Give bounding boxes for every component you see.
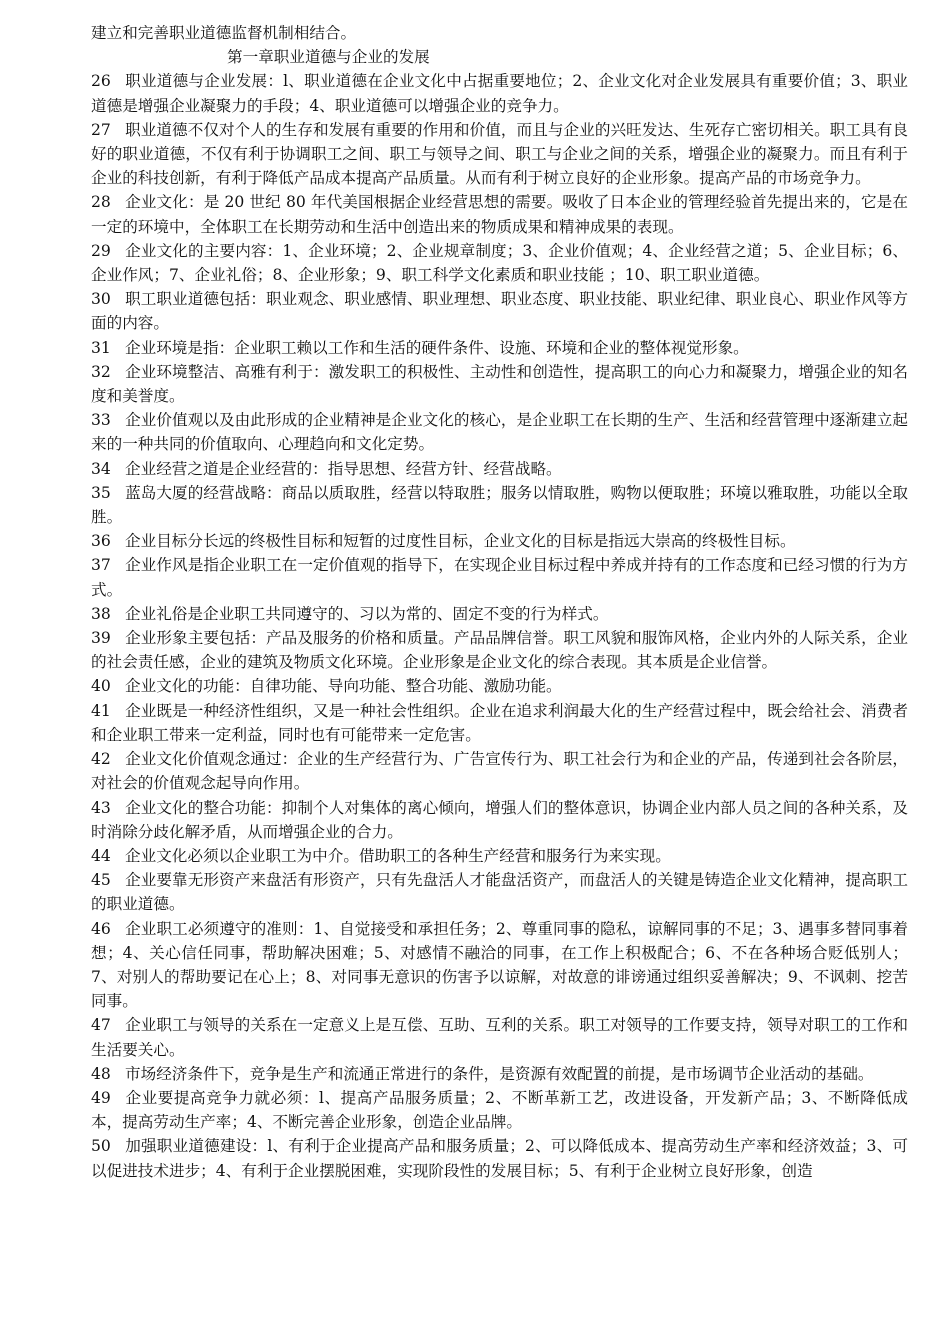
item-number: 35 (91, 483, 111, 502)
list-item (91, 699, 908, 747)
item-number: 27 (91, 120, 111, 139)
list-item (91, 844, 908, 868)
list-item (91, 553, 908, 601)
item-text: 职业道德与企业发展：l、职业道德在企业文化中占据重要地位；2、企业文化对企业发展具有重要价值；3、职业道德是增强企业凝聚力的手段；4、职业道德可以增强企业的竞争力。 (91, 72, 908, 115)
item-text: 企业形象主要包括：产品及服务的价格和质量。产品品牌信誉。职工风貌和服饰风格，企业内外的人际关系，企业的社会责任感，企业的建筑及物质文化环境。企业形象是企业文化的综合表现。其本质是企业信誉。 (91, 629, 908, 672)
list-item (91, 287, 908, 335)
item-number: 38 (91, 604, 111, 623)
item-number: 43 (91, 798, 111, 817)
item-text: 蓝岛大厦的经营战略：商品以质取胜，经营以特取胜；服务以情取胜，购物以便取胜；环境以雅取胜，功能以全取胜。 (91, 483, 908, 527)
item-list (91, 69, 908, 1182)
list-item (91, 481, 908, 529)
item-text: 加强职业道德建设：l、有利于企业提高产品和服务质量；2、可以降低成本、提高劳动生产率和经济效益；3、可以促进技术进步；4、有利于企业摆脱困难，实现阶段性的发展目标；5、有利于企业树立良好形象，创造 (91, 1137, 908, 1180)
item-number: 49 (91, 1088, 111, 1107)
item-number: 34 (91, 459, 111, 478)
item-number: 30 (91, 290, 111, 309)
list-item (91, 868, 908, 916)
list-item (91, 239, 908, 287)
list-item (91, 1062, 908, 1086)
chapter-heading: 第一章职业道德与企业的发展 (227, 48, 430, 67)
list-item (91, 360, 908, 408)
item-number: 46 (91, 919, 111, 938)
list-item (91, 190, 908, 238)
item-text: 企业经营之道是企业经营的：指导思想、经营方针、经营战略。 (125, 459, 562, 478)
item-text: 企业目标分长远的终极性目标和短暂的过度性目标，企业文化的目标是指远大崇高的终极性目标。 (125, 532, 796, 551)
item-number: 29 (91, 241, 111, 260)
item-text: 企业既是一种经济性组织，又是一种社会性组织。企业在追求利润最大化的生产经营过程中，既会给社会、消费者和企业职工带来一定利益，同时也有可能带来一定危害。 (91, 701, 908, 744)
item-number: 47 (91, 1016, 111, 1035)
item-number: 48 (91, 1064, 111, 1083)
item-number: 45 (91, 871, 111, 890)
list-item (91, 747, 908, 795)
item-number: 42 (91, 750, 111, 769)
list-item (91, 674, 908, 698)
item-text: 企业环境整洁、高雅有利于：激发职工的积极性、主动性和创造性，提高职工的向心力和凝聚力，增强企业的知名度和美誉度。 (91, 362, 908, 406)
item-number: 37 (91, 556, 111, 575)
list-item (91, 917, 908, 1014)
item-text: 职业道德不仅对个人的生存和发展有重要的作用和价值，而且与企业的兴旺发达、生死存亡密切相关。职工具有良好的职业道德，不仅有利于协调职工之间、职工与领导之间、职工与企业之间的关系，增强企业的凝聚力。而且有利于企业的科技创新，有利于降低产品成本提高产品质量。从而有利于树立良好的企业形象。提高产品的市场竞争力。 (91, 120, 908, 188)
list-item (91, 796, 908, 844)
item-text: 企业作风是指企业职工在一定价值观的指导下，在实现企业目标过程中养成并持有的工作态度和已经习惯的行为方式。 (91, 556, 908, 599)
item-text: 企业职工必须遵守的准则：1、自觉接受和承担任务；2、尊重同事的隐私，谅解同事的不足；3、遇事多替同事着想；4、关心信任同事，帮助解决困难；5、对感情不融洽的同事，在工作上积极配合；6、不在各种场合贬低别人；7、对别人的帮助要记在心上；8、对同事无意识的伤害予以谅解，对故意的诽谤通过组织妥善解决；9、不讽刺、挖苦同事。 (91, 919, 908, 1011)
item-number: 41 (91, 701, 111, 720)
list-item (91, 336, 908, 360)
item-number: 28 (91, 193, 111, 212)
item-number: 39 (91, 629, 111, 648)
item-text: 企业要提高竞争力就必须：l、提高产品服务质量；2、不断革新工艺，改进设备，开发新产品；3、不断降低成本，提高劳动生产率；4、不断完善企业形象，创造企业品牌。 (91, 1088, 908, 1132)
item-text: 企业文化价值观念通过：企业的生产经营行为、广告宣传行为、职工社会行为和企业的产品，传递到社会各阶层，对社会的价值观念起导向作用。 (91, 750, 908, 793)
item-text: 市场经济条件下，竞争是生产和流通正常进行的条件，是资源有效配置的前提，是市场调节企业活动的基础。 (125, 1064, 874, 1083)
item-number: 44 (91, 846, 111, 865)
item-number: 32 (91, 362, 111, 381)
item-number: 36 (91, 532, 111, 551)
list-item (91, 1013, 908, 1061)
item-text: 企业文化必须以企业职工为中介。借助职工的各种生产经营和服务行为来实现。 (125, 846, 671, 865)
list-item (91, 69, 908, 117)
item-text: 企业文化的主要内容：1、企业环境；2、企业规章制度；3、企业价值观；4、企业经营之道；5、企业目标；6、企业作风；7、企业礼俗；8、企业形象；9、职工科学文化素质和职业技能 ；10、职工职业道德。 (91, 241, 908, 285)
item-number: 40 (91, 677, 111, 696)
item-text: 企业价值观以及由此形成的企业精神是企业文化的核心，是企业职工在长期的生产、生活和经营管理中逐渐建立起来的一种共同的价值取向、心理趋向和文化定势。 (91, 411, 908, 454)
list-item (91, 529, 908, 553)
item-text: 职工职业道德包括：职业观念、职业感情、职业理想、职业态度、职业技能、职业纪律、职业良心、职业作风等方面的内容。 (91, 290, 908, 333)
item-text: 企业环境是指：企业职工赖以工作和生活的硬件条件、设施、环境和企业的整体视觉形象。 (125, 338, 749, 357)
item-text: 企业要靠无形资产来盘活有形资产，只有先盘活人才能盘活资产，而盘活人的关键是铸造企业文化精神，提高职工的职业道德。 (91, 871, 908, 914)
item-text: 企业文化：是 20 世纪 80 年代美国根据企业经营思想的需要。吸收了日本企业的管理经验首先提出来的，它是在一定的环境中，全体职工在长期劳动和生活中创造出来的物质成果和精神成果的表现。 (91, 193, 908, 236)
item-number: 50 (91, 1137, 111, 1156)
item-text: 企业礼俗是企业职工共同遵守的、习以为常的、固定不变的行为样式。 (125, 604, 609, 623)
list-item (91, 118, 908, 191)
list-item (91, 626, 908, 674)
item-number: 33 (91, 411, 111, 430)
list-item (91, 1134, 908, 1182)
list-item (91, 602, 908, 626)
item-text: 企业职工与领导的关系在一定意义上是互偿、互助、互利的关系。职工对领导的工作要支持，领导对职工的工作和生活要关心。 (91, 1016, 908, 1059)
intro-line: 建立和完善职业道德监督机制相结合。 (91, 24, 357, 42)
item-number: 31 (91, 338, 111, 357)
list-item (91, 408, 908, 456)
item-number: 26 (91, 72, 111, 91)
list-item (91, 1086, 908, 1134)
item-text: 企业文化的整合功能：抑制个人对集体的离心倾向，增强人们的整体意识，协调企业内部人员之间的各种关系，及时消除分歧化解矛盾，从而增强企业的合力。 (91, 798, 908, 841)
list-item (91, 457, 908, 481)
item-text: 企业文化的功能：自律功能、导向功能、整合功能、激励功能。 (125, 677, 562, 696)
